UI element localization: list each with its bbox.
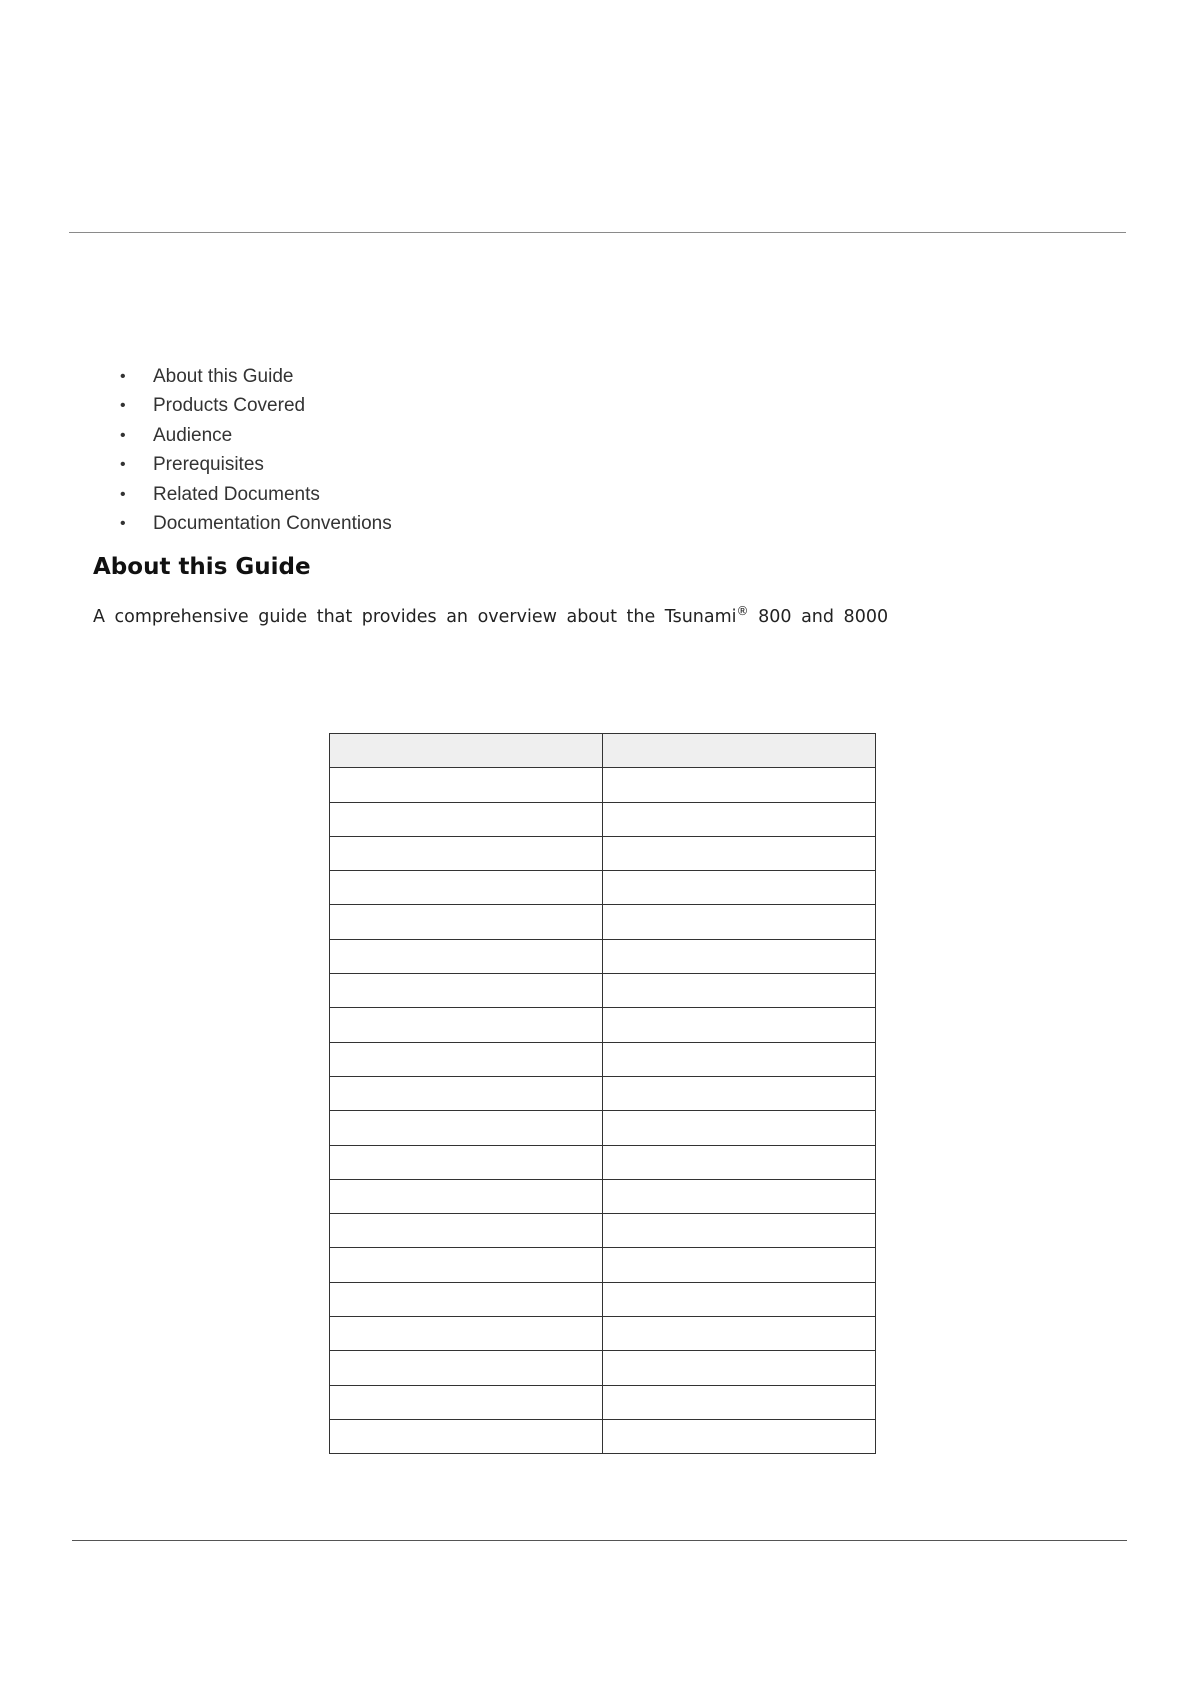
bullet-icon: • xyxy=(120,368,126,385)
footer-rule xyxy=(72,1540,1127,1541)
table-cell xyxy=(603,1351,876,1385)
table-row xyxy=(330,836,876,870)
table-row xyxy=(330,1385,876,1419)
table-header-row xyxy=(330,734,876,768)
table-cell xyxy=(603,1111,876,1145)
toc-item-label: Prerequisites xyxy=(153,454,264,476)
table-cell xyxy=(330,836,603,870)
table-cell xyxy=(603,1385,876,1419)
section-heading: About this Guide xyxy=(93,554,311,580)
table-row xyxy=(330,768,876,802)
table-cell xyxy=(603,871,876,905)
toc-item[interactable] xyxy=(110,480,392,509)
table-cell xyxy=(330,1145,603,1179)
table-cell xyxy=(330,1317,603,1351)
table-row xyxy=(330,905,876,939)
table-cell xyxy=(603,1076,876,1110)
table-cell xyxy=(603,1248,876,1282)
table-cell xyxy=(603,1282,876,1316)
table-cell xyxy=(330,871,603,905)
toc-item-label: About this Guide xyxy=(153,366,294,387)
table-cell xyxy=(330,1179,603,1213)
table-cell xyxy=(330,768,603,802)
body-text-part: 800 and 8000 xyxy=(748,607,889,627)
table-cell xyxy=(330,1111,603,1145)
table-cell xyxy=(330,1419,603,1453)
bullet-icon: • xyxy=(120,426,126,444)
toc-item-label: Related Documents xyxy=(153,483,320,505)
toc-item[interactable] xyxy=(110,421,392,450)
table-cell xyxy=(603,1179,876,1213)
table-cell xyxy=(603,1042,876,1076)
table-cell xyxy=(330,905,603,939)
table-cell xyxy=(603,1008,876,1042)
table-cell xyxy=(603,1317,876,1351)
table-cell xyxy=(330,1042,603,1076)
table-cell xyxy=(330,1282,603,1316)
table-row xyxy=(330,1317,876,1351)
table-row xyxy=(330,1351,876,1385)
table-cell xyxy=(603,1214,876,1248)
bullet-icon: • xyxy=(120,456,126,474)
table-row xyxy=(330,1111,876,1145)
table-cell xyxy=(330,1076,603,1110)
bullet-icon: • xyxy=(120,397,126,415)
toc-item-label: Documentation Conventions xyxy=(153,512,392,534)
table-cell xyxy=(330,1351,603,1385)
header-rule xyxy=(69,232,1126,233)
table-row xyxy=(330,871,876,905)
products-table xyxy=(329,733,876,1454)
table-row xyxy=(330,1248,876,1282)
table-cell xyxy=(603,836,876,870)
table-row xyxy=(330,1179,876,1213)
table-cell xyxy=(330,974,603,1008)
bullet-icon: • xyxy=(120,514,126,532)
table-row xyxy=(330,1145,876,1179)
table-cell xyxy=(603,1145,876,1179)
table-row xyxy=(330,802,876,836)
table-cell xyxy=(330,939,603,973)
table-row xyxy=(330,974,876,1008)
table-row xyxy=(330,939,876,973)
toc-item[interactable] xyxy=(110,450,392,479)
table-cell xyxy=(603,768,876,802)
table-cell xyxy=(603,802,876,836)
table-row xyxy=(330,1214,876,1248)
toc-item[interactable] xyxy=(110,362,392,391)
table-cell xyxy=(330,1248,603,1282)
table-body xyxy=(330,768,876,1454)
table-cell xyxy=(603,939,876,973)
table-cell xyxy=(330,802,603,836)
body-text-part: A comprehensive guide that provides an overview about the Tsunami xyxy=(93,607,737,627)
bullet-icon: • xyxy=(120,485,126,503)
table-row xyxy=(330,1282,876,1316)
table-cell xyxy=(603,1419,876,1453)
table-cell xyxy=(603,974,876,1008)
table-cell xyxy=(330,1008,603,1042)
toc-item-label: Products Covered xyxy=(153,395,306,417)
toc-item[interactable] xyxy=(110,391,392,420)
table-header-cell xyxy=(330,734,603,768)
table-cell xyxy=(330,1385,603,1419)
registered-mark: ® xyxy=(736,604,749,618)
table-cell xyxy=(603,905,876,939)
chapter-contents-list xyxy=(110,362,392,538)
table-row xyxy=(330,1076,876,1110)
table-row xyxy=(330,1008,876,1042)
toc-item[interactable] xyxy=(110,509,392,538)
table-row xyxy=(330,1042,876,1076)
table-row xyxy=(330,1419,876,1453)
table-cell xyxy=(330,1214,603,1248)
section-body-text xyxy=(93,604,889,627)
toc-item-label: Audience xyxy=(153,424,233,446)
table-header-cell xyxy=(603,734,876,768)
